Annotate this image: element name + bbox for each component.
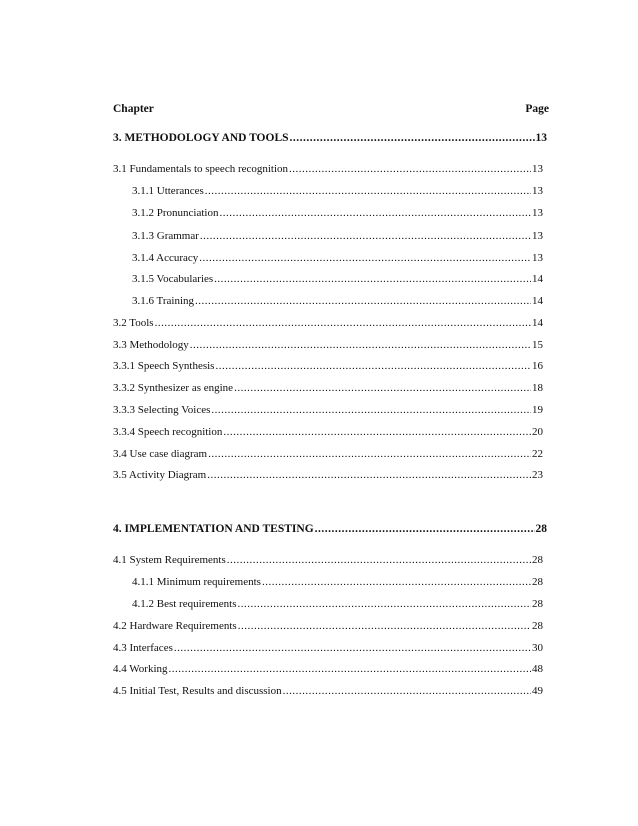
toc-entry-label: 3.5 Activity Diagram (113, 469, 207, 481)
toc-entry-label: 4.1.2 Best requirements (132, 598, 237, 610)
toc-entry (113, 619, 543, 633)
toc-entry-page: 28 (532, 620, 543, 632)
toc-entry-label: 3.3.4 Speech recognition (113, 426, 223, 438)
toc-chapter-entry (113, 131, 547, 145)
toc-entry-label: 3.3.1 Speech Synthesis (113, 360, 215, 372)
toc-entry (113, 425, 543, 439)
dot-leader (289, 162, 531, 176)
toc-entry-page: 13 (535, 132, 547, 144)
toc-entry-page: 14 (532, 317, 543, 329)
dot-leader (199, 251, 531, 265)
dot-leader (227, 553, 531, 567)
toc-entry (113, 641, 543, 655)
dot-leader (315, 522, 535, 536)
chapter-column-label: Chapter (113, 103, 154, 115)
dot-leader (238, 619, 531, 633)
toc-entry (113, 553, 543, 567)
dot-leader (219, 206, 531, 220)
toc-entry-page: 28 (532, 576, 543, 588)
toc-entry (132, 229, 543, 243)
toc-entry-page: 13 (532, 163, 543, 175)
toc-entry-page: 18 (532, 382, 543, 394)
toc-entry (132, 597, 543, 611)
toc-entry-label: 3.1.2 Pronunciation (132, 207, 219, 219)
dot-leader (200, 229, 531, 243)
toc-entry-label: 3.3.3 Selecting Voices (113, 404, 211, 416)
toc-header (113, 103, 549, 115)
toc-entry-page: 14 (532, 295, 543, 307)
page-column-label: Page (525, 103, 549, 115)
toc-entry-page: 15 (532, 339, 543, 351)
toc-entry-label: 3.2 Tools (113, 317, 154, 329)
toc-entry-page: 28 (535, 523, 547, 535)
toc-entry-page: 28 (532, 554, 543, 566)
toc-entry (113, 338, 543, 352)
dot-leader (262, 575, 531, 589)
toc-entry (132, 294, 543, 308)
dot-leader (223, 425, 531, 439)
dot-leader (237, 597, 531, 611)
toc-entry-label: 3.3 Methodology (113, 339, 189, 351)
toc-entry (132, 575, 543, 589)
toc-entry-label: 4. IMPLEMENTATION AND TESTING (113, 523, 314, 535)
toc-entry-page: 19 (532, 404, 543, 416)
toc-entry (132, 251, 543, 265)
toc-entry-label: 3.1.5 Vocabularies (132, 273, 214, 285)
toc-entry-label: 4.1.1 Minimum requirements (132, 576, 261, 588)
toc-entry (113, 381, 543, 395)
toc-entry-label: 3.1.1 Utterances (132, 185, 204, 197)
toc-entry (113, 662, 543, 676)
toc-entry (113, 684, 543, 698)
toc-entry-page: 30 (532, 642, 543, 654)
toc-entry (113, 162, 543, 176)
toc-entry (113, 468, 543, 482)
dot-leader (215, 359, 531, 373)
dot-leader (169, 662, 531, 676)
toc-entry-label: 3.1.3 Grammar (132, 230, 199, 242)
toc-entry-label: 4.5 Initial Test, Results and discussion (113, 685, 282, 697)
toc-entry-page: 22 (532, 448, 543, 460)
dot-leader (205, 184, 531, 198)
dot-leader (190, 338, 531, 352)
dot-leader (290, 131, 535, 145)
dot-leader (211, 403, 531, 417)
toc-entry-label: 3. METHODOLOGY AND TOOLS (113, 132, 289, 144)
dot-leader (208, 447, 531, 461)
toc-entry-label: 4.2 Hardware Requirements (113, 620, 237, 632)
toc-entry-page: 16 (532, 360, 543, 372)
toc-entry-page: 23 (532, 469, 543, 481)
toc-entry (132, 272, 543, 286)
toc-entry (132, 184, 543, 198)
toc-entry-page: 28 (532, 598, 543, 610)
toc-entry-page: 49 (532, 685, 543, 697)
toc-entry-page: 48 (532, 663, 543, 675)
toc-entry-label: 4.3 Interfaces (113, 642, 173, 654)
toc-entry-page: 20 (532, 426, 543, 438)
dot-leader (283, 684, 531, 698)
toc-entry-label: 3.3.2 Synthesizer as engine (113, 382, 234, 394)
toc-entry-page: 13 (532, 230, 543, 242)
dot-leader (234, 381, 531, 395)
dot-leader (207, 468, 531, 482)
toc-entry-label: 3.1.6 Training (132, 295, 195, 307)
toc-entry-label: 3.1 Fundamentals to speech recognition (113, 163, 289, 175)
dot-leader (174, 641, 531, 655)
toc-entry-page: 13 (532, 185, 543, 197)
dot-leader (155, 316, 531, 330)
toc-entry (113, 447, 543, 461)
toc-entry (113, 316, 543, 330)
toc-entry (113, 403, 543, 417)
toc-entry-label: 4.4 Working (113, 663, 168, 675)
toc-entry-page: 13 (532, 252, 543, 264)
toc-entry (132, 206, 543, 220)
toc-entry-label: 3.4 Use case diagram (113, 448, 208, 460)
toc-entry-page: 13 (532, 207, 543, 219)
dot-leader (195, 294, 531, 308)
dot-leader (214, 272, 531, 286)
toc-entry-label: 4.1 System Requirements (113, 554, 226, 566)
toc-entry-label: 3.1.4 Accuracy (132, 252, 199, 264)
toc-chapter-entry (113, 522, 547, 536)
toc-entry-page: 14 (532, 273, 543, 285)
toc-entry (113, 359, 543, 373)
